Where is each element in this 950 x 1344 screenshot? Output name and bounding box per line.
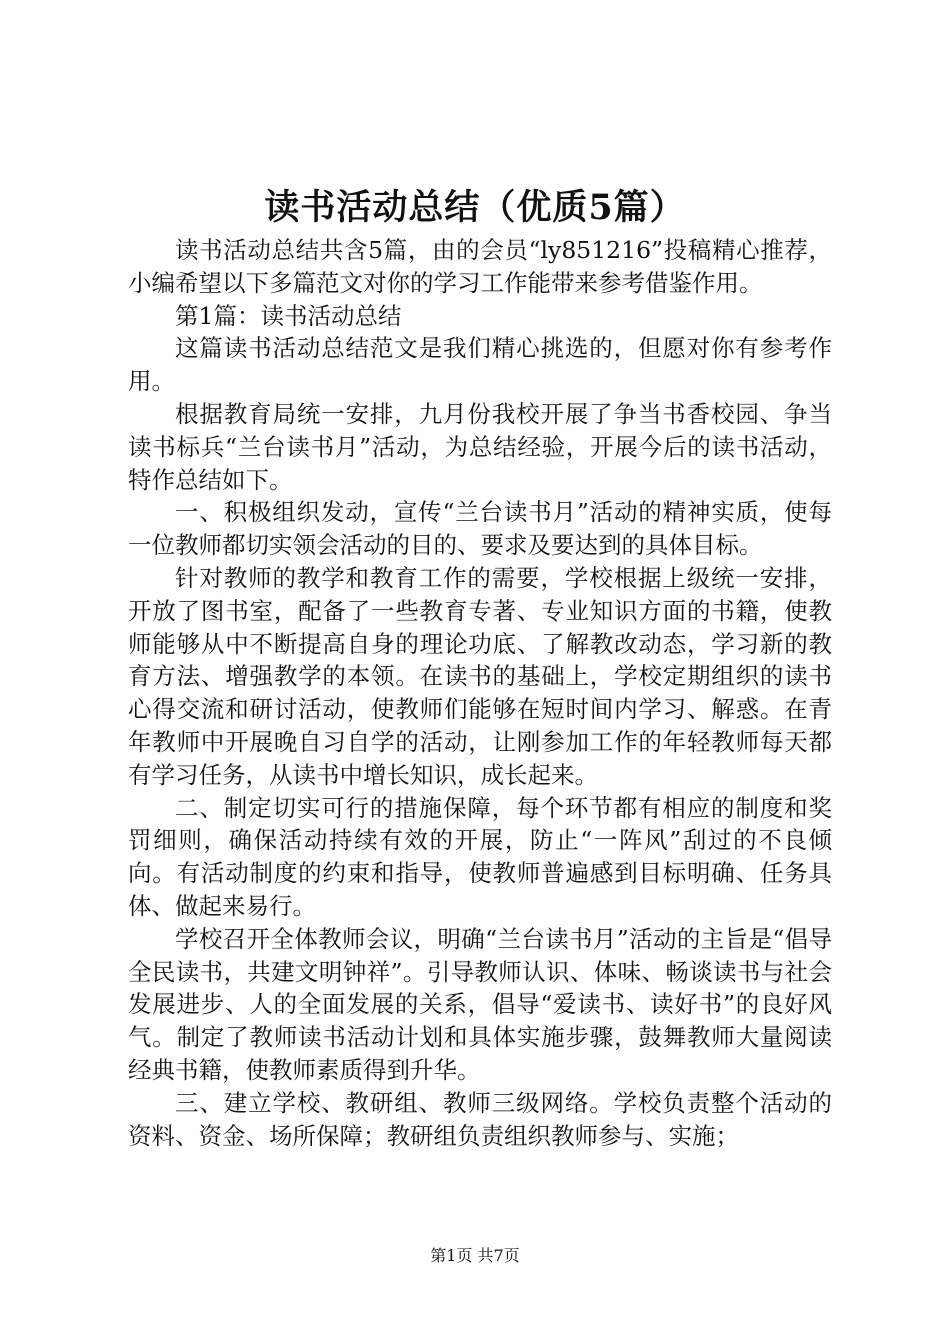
body-paragraph: 学校召开全体教师会议，明确“兰台读书月”活动的主旨是“倡导全民读书，共建文明钟祥”。引导教师认识、体味、畅谈读书与社会发展进步、人的全面发展的关系，倡导“爱读书、读好书”的良好风气。制定了教师读书活动计划和具体实施步骤，鼓舞教师大量阅读经典书籍，使教师素质得到升华。	[128, 924, 832, 1084]
document-body	[128, 234, 832, 1152]
page-footer: 第1页 共7页	[430, 1246, 520, 1265]
body-paragraph: 三、建立学校、教研组、教师三级网络。学校负责整个活动的资料、资金、场所保障；教研组负责组织教师参与、实施；	[128, 1088, 832, 1150]
body-paragraph: 一、积极组织发动，宣传“兰台读书月”活动的精神实质，使每一位教师都切实领会活动的目的、要求及要达到的具体目标。	[128, 498, 832, 560]
body-paragraph: 这篇读书活动总结范文是我们精心挑选的，但愿对你有参考作用。	[128, 334, 832, 396]
body-paragraph: 针对教师的教学和教育工作的需要，学校根据上级统一安排，开放了图书室，配备了一些教育专著、专业知识方面的书籍，使教师能够从中不断提高自身的理论功底、了解教改动态，学习新的教育方法、增强教学的本领。在读书的基础上，学校定期组织的读书心得交流和研讨活动，使教师们能够在短时间内学习、解惑。在青年教师中开展晚自习自学的活动，让刚参加工作的年轻教师每天都有学习任务，从读书中增长知识，成长起来。	[128, 563, 832, 789]
body-paragraph: 根据教育局统一安排，九月份我校开展了争当书香校园、争当读书标兵“兰台读书月”活动，为总结经验，开展今后的读书活动，特作总结如下。	[128, 399, 832, 494]
body-paragraph: 二、制定切实可行的措施保障，每个环节都有相应的制度和奖罚细则，确保活动持续有效的开展，防止“一阵风”刮过的不良倾向。有活动制度的约束和指导，使教师普遍感到目标明确、任务具体、做起来易行。	[128, 793, 832, 920]
section-heading: 第1篇：读书活动总结	[175, 301, 402, 330]
intro-paragraph: 读书活动总结共含5篇，由的会员“ly851216”投稿精心推荐，小编希望以下多篇范文对你的学习工作能带来参考借鉴作用。	[128, 236, 832, 297]
document-title: 读书活动总结（优质5篇）	[264, 187, 686, 228]
